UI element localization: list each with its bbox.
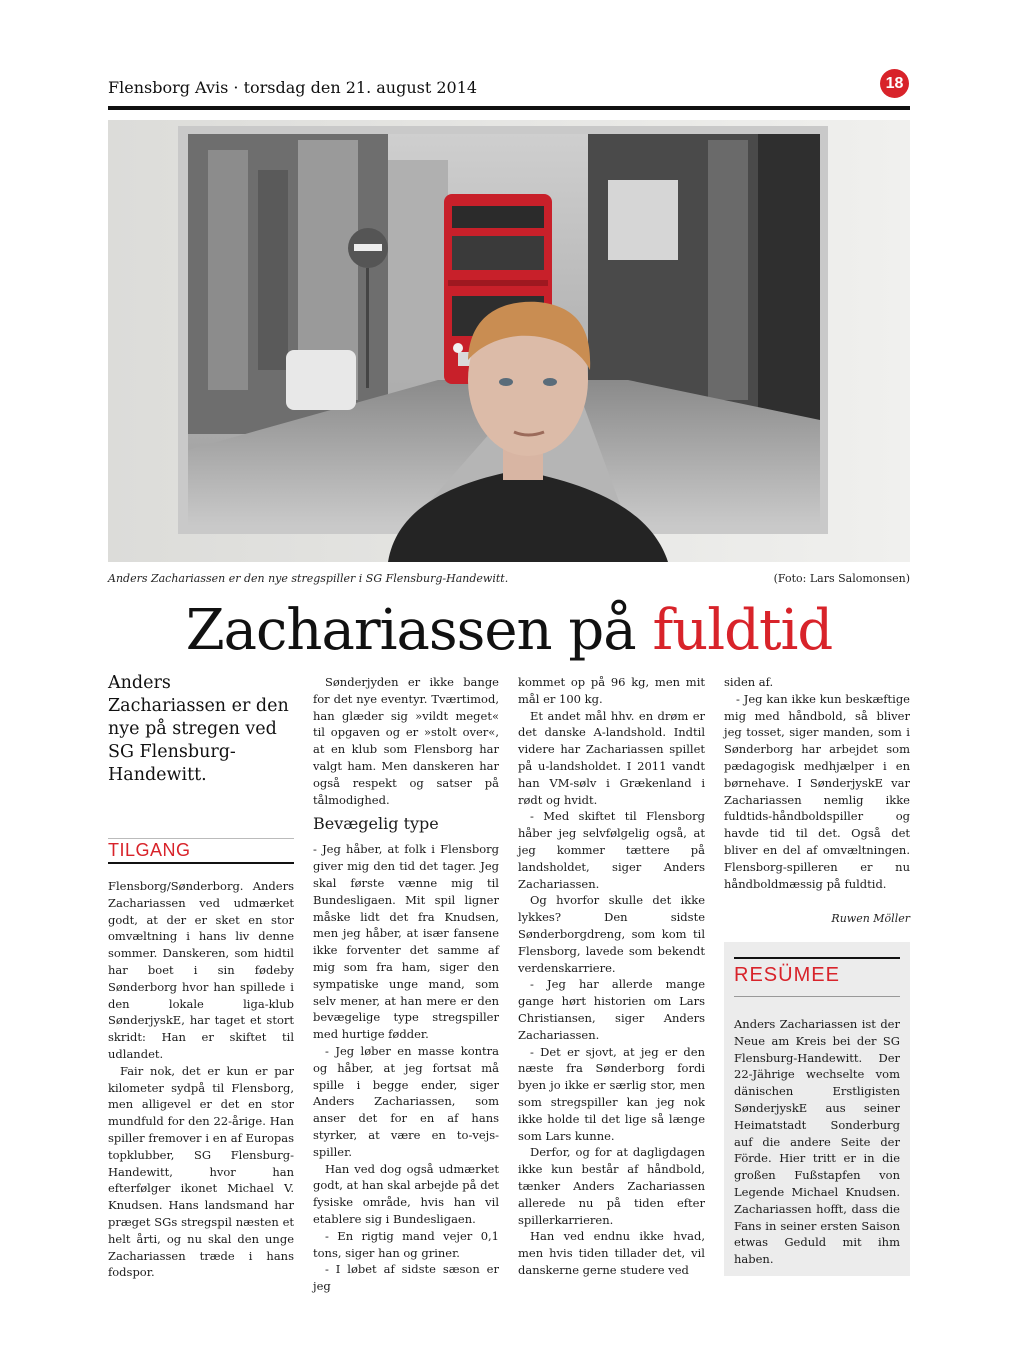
headline-main: Zachariassen på — [185, 598, 653, 663]
paragraph: Sønderjyden er ikke bange for det nye eventyr. Tværtimod, han glæder sig »vildt meget« til opgaven og er »stolt over«, at en klub som Flensborg har valgt ham. Men danskeren har også respekt og satser på tålmodighed. — [313, 675, 499, 807]
paragraph: siden af. — [724, 675, 774, 689]
paragraph: Og hvorfor skulle det ikke lykkes? Den sidste Sønderborgdreng, som kom til Flensborg, lavede som bekendt verdenskarriere. — [518, 893, 705, 975]
paragraph: Han ved endnu ikke hvad, men hvis tiden tillader det, vil danskerne gerne studere ved — [518, 1229, 705, 1277]
column-4 — [724, 674, 910, 892]
resume-text: Anders Zachariassen ist der Neue am Kreis bei der SG Flensburg-Handewitt. Der 22-Jährige wechselte vom dänischen Erstligisten SønderjyskE aus seiner Heimatstadt Sonderburg auf die andere Seite der Förde. Hier tritt er in die großen Fußstapfen von Legende Michael Knudsen. Zachariassen hofft, dass die Fans in seiner ersten Saison etwas Geduld mit ihm haben. — [734, 1017, 900, 1267]
photo-credit: (Foto: Lars Salomonsen) — [773, 572, 910, 585]
paragraph: kommet op på 96 kg, men mit mål er 100 kg. — [518, 675, 705, 706]
headline-accent: fuldtid — [652, 598, 833, 663]
photo-caption: Anders Zachariassen er den nye stregspiller i SG Flensburg-Handewitt. — [108, 572, 509, 585]
paragraph: Han ved dog også udmærket godt, at han skal arbejde på det fysiske område, hvis han vil etablere sig i Bundesligaen. — [313, 1161, 499, 1226]
paragraph: - Jeg håber, at folk i Flensborg giver mig den tid det tager. Jeg skal første vænne mig til Bundesligaen. Mit spil ligner måske lidt det fra Knudsen, men jeg håber, at især fansene ikke forventer det samme af mig som fra ham, siger den sympatiske unge mand, som selv mener, at han mere er den bevægelige type stregspiller med hurtige fødder. — [313, 842, 499, 1042]
paragraph: - I løbet af sidste sæson er jeg — [313, 1262, 499, 1294]
resume-rule — [734, 996, 900, 997]
paragraph: - Jeg har allerde mange gange hørt historien om Lars Christiansen, siger Anders Zachariassen. — [518, 977, 705, 1042]
headline — [0, 596, 1018, 666]
column-1 — [108, 878, 294, 1281]
paragraph: Derfor, og for at dagligdagen ikke kun består af håndbold, tænker Anders Zachariassen allerede nu på tiden efter spillerkarrieren. — [518, 1145, 705, 1227]
lede: Anders Zachariassen er den nye på stregen ved SG Flensburg-Handewitt. — [108, 673, 289, 785]
paragraph: - Jeg kan ikke kun beskæftige mig med håndbold, så bliver jeg tosset, siger manden, som i Sønderborg har arbejdet som pædagogisk medhjælper i en børnehave. I SønderjyskE var Zachariassen nemlig ikke fuldtids-håndboldspiller og havde tid til det. Også det bliver en del af omvæltningen. Flensborg-spilleren er nu håndboldmæssig på fuldtid. — [724, 691, 910, 891]
section-rule — [108, 838, 294, 839]
paragraph: - En rigtig mand vejer 0,1 tons, siger han og griner. — [313, 1228, 499, 1260]
paragraph: - Det er sjovt, at jeg er den næste fra Sønderborg fordi byen jo ikke er særlig stor, men som stregspiller kan jeg nok ikke holde til det lige så længe som Lars kunne. — [518, 1044, 705, 1143]
paragraph: - Jeg løber en masse kontra og håber, at jeg fortsat må spille i begge ender, siger Anders Zachariassen, som anser det for en af hans styrker, at være en to-vejs-spiller. — [313, 1043, 499, 1159]
column-3 — [518, 674, 705, 1279]
paragraph: Fair nok, det er kun er par kilometer sydpå til Flensborg, men alligevel er det en stor mundfuld for den 22-årige. Han spiller fremover i en af Europas topklubber, SG Flensburg-Handewitt, hvor han efterfølger ikonet Michael V. Knudsen. Hans landsmand har præget SGs stregspil næsten et helt årti, og nu skal den unge Zachariassen træde i hans fodspor. — [108, 1063, 294, 1280]
page-number-badge: 18 — [880, 69, 909, 98]
subheading: Bevægelig type — [313, 814, 439, 834]
paragraph: Flensborg/Sønderborg. Anders Zachariassen ved udmærket godt, at der er sket en stor omvæltning i hans liv denne sommer. Danskeren, som hidtil har boet i sin fødeby Sønderborg hvor han spillede i den lokale liga-klub SønderjyskE, har taget et stort skridt: Han er skiftet til udlandet. — [108, 879, 294, 1061]
section-label: TILGANG — [108, 840, 191, 860]
resume-top-rule — [734, 957, 900, 959]
paragraph: Et andet mål hhv. en drøm er det danske A-landshold. Indtil videre har Zachariassen spillet på u-landsholdet. I 2011 vandt han VM-sølv i Grækenland i rødt og hvidt. — [518, 708, 705, 807]
paragraph: - Med skiftet til Flensborg håber jeg selvfølgelig også, at jeg kommer tættere på landsholdet, siger Anders Zachariassen. — [518, 809, 705, 891]
header-rule — [108, 106, 910, 110]
masthead: Flensborg Avis · torsdag den 21. august 2014 — [108, 78, 478, 97]
article-photo — [108, 120, 910, 562]
resume-title: RESÜMEE — [734, 964, 840, 986]
column-2 — [313, 674, 499, 1295]
byline: Ruwen Möller — [831, 912, 910, 925]
photo-illustration — [108, 120, 910, 562]
section-underline — [108, 862, 294, 864]
